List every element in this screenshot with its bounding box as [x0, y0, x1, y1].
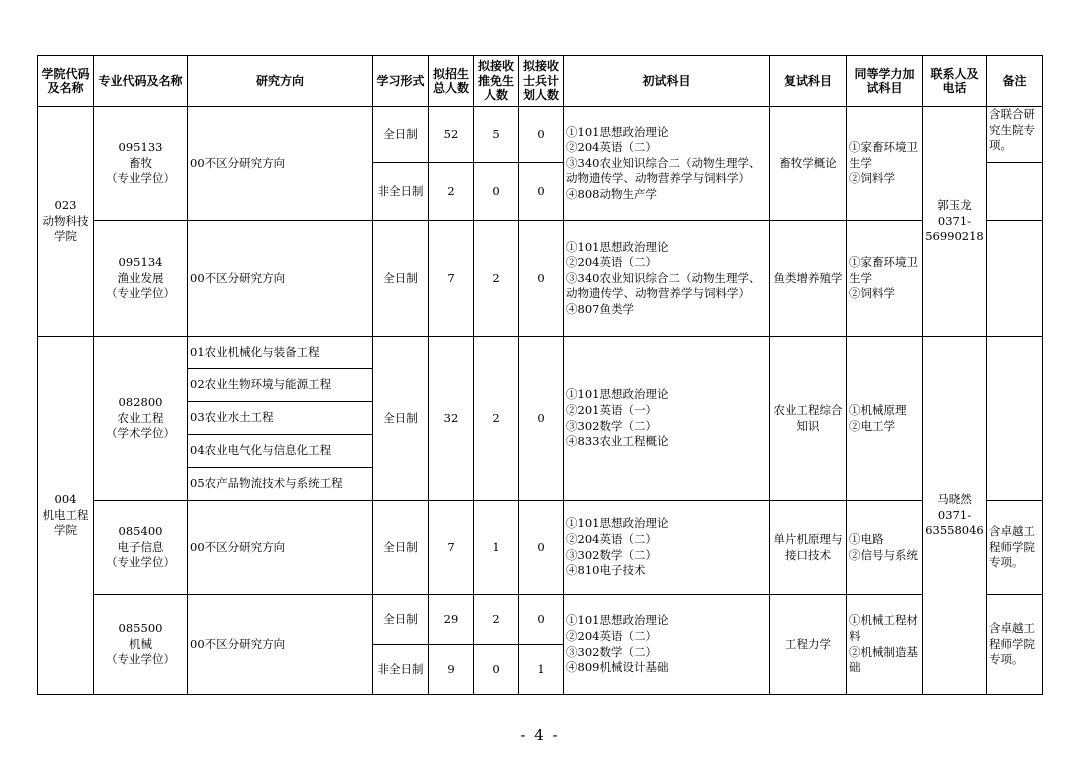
exempt-cell: 2: [474, 595, 519, 645]
total-cell: 32: [429, 337, 474, 501]
mode-cell: 非全日制: [373, 645, 429, 695]
total-cell: 9: [429, 645, 474, 695]
direction-cell: 00不区分研究方向: [188, 107, 373, 221]
initial-subjects: ①101思想政治理论 ②204英语（二） ③340农业知识综合二（动物生理学、动物遗传学、动物营养学与饲料学） ④808动物生产学: [564, 107, 770, 221]
page-number: - 4 -: [520, 726, 560, 744]
extra-subjects: ①家畜环境卫生学 ②饲料学: [847, 107, 923, 221]
extra-subjects: ①机械工程材料 ②机械制造基础: [847, 595, 923, 695]
exempt-cell: 0: [474, 645, 519, 695]
major-name: 085400 电子信息 （专业学位）: [94, 501, 188, 595]
direction-cell: 05农产品物流技术与系统工程: [188, 468, 373, 501]
header-total: 拟招生总人数: [429, 56, 474, 107]
retest-subject: 鱼类增养殖学: [770, 221, 847, 337]
mode-cell: 全日制: [373, 501, 429, 595]
soldier-cell: 0: [519, 337, 564, 501]
direction-cell: 00不区分研究方向: [188, 221, 373, 337]
major-name: 095133 畜牧 （专业学位）: [94, 107, 188, 221]
direction-cell: 00不区分研究方向: [188, 501, 373, 595]
direction-cell: 03农业水土工程: [188, 402, 373, 435]
mode-cell: 全日制: [373, 595, 429, 645]
direction-cell: 01农业机械化与装备工程: [188, 337, 373, 369]
header-mode: 学习形式: [373, 56, 429, 107]
note-cell: 含卓越工程师学院专项。: [987, 501, 1043, 595]
total-cell: 7: [429, 221, 474, 337]
note-cell-empty: [987, 221, 1043, 337]
contact-cell: 马晓然 0371- 63558046: [923, 337, 987, 695]
table-row: [38, 595, 1043, 645]
exempt-cell: 1: [474, 501, 519, 595]
header-soldier: 拟接收士兵计划人数: [519, 56, 564, 107]
retest-subject: 畜牧学概论: [770, 107, 847, 221]
exempt-cell: 2: [474, 337, 519, 501]
header-initial: 初试科目: [564, 56, 770, 107]
direction-cell: 04农业电气化与信息化工程: [188, 435, 373, 468]
header-college: 学院代码及名称: [38, 56, 94, 107]
header-note: 备注: [987, 56, 1043, 107]
soldier-cell: 0: [519, 501, 564, 595]
table-row: [38, 107, 1043, 163]
table-row: [38, 501, 1043, 595]
note-cell: 含联合研究生院专项。: [987, 107, 1043, 163]
table-row: [38, 337, 1043, 369]
total-cell: 52: [429, 107, 474, 163]
initial-subjects: ①101思想政治理论 ②201英语（一） ③302数学（二） ④833农业工程概论: [564, 337, 770, 501]
total-cell: 7: [429, 501, 474, 595]
soldier-cell: 0: [519, 595, 564, 645]
direction-cell: 00不区分研究方向: [188, 595, 373, 695]
retest-subject: 单片机原理与接口技术: [770, 501, 847, 595]
table-row: [38, 221, 1043, 337]
mode-cell: 全日制: [373, 107, 429, 163]
mode-cell: 全日制: [373, 337, 429, 501]
initial-subjects: ①101思想政治理论 ②204英语（二） ③302数学（二） ④809机械设计基础: [564, 595, 770, 695]
header-retest: 复试科目: [770, 56, 847, 107]
major-name: 095134 渔业发展 （专业学位）: [94, 221, 188, 337]
exempt-cell: 2: [474, 221, 519, 337]
exempt-cell: 5: [474, 107, 519, 163]
mode-cell: 全日制: [373, 221, 429, 337]
retest-subject: 工程力学: [770, 595, 847, 695]
total-cell: 29: [429, 595, 474, 645]
initial-subjects: ①101思想政治理论 ②204英语（二） ③302数学（二） ④810电子技术: [564, 501, 770, 595]
major-name: 085500 机械 （专业学位）: [94, 595, 188, 695]
header-row: [38, 56, 1043, 107]
soldier-cell: 0: [519, 221, 564, 337]
initial-subjects: ①101思想政治理论 ②204英语（二） ③340农业知识综合二（动物生理学、动物遗传学、动物营养学与饲料学） ④807鱼类学: [564, 221, 770, 337]
exempt-cell: 0: [474, 163, 519, 221]
note-cell: 含卓越工程师学院专项。: [987, 595, 1043, 695]
note-cell-empty: [987, 337, 1043, 501]
extra-subjects: ①电路 ②信号与系统: [847, 501, 923, 595]
admissions-table: [37, 55, 1043, 695]
college-name: 004 机电工程 学院: [38, 337, 94, 695]
direction-cell: 02农业生物环境与能源工程: [188, 369, 373, 402]
college-name: 023 动物科技 学院: [38, 107, 94, 337]
soldier-cell: 1: [519, 645, 564, 695]
contact-cell: 郭玉龙 0371- 56990218: [923, 107, 987, 337]
note-cell-empty: [987, 163, 1043, 221]
soldier-cell: 0: [519, 107, 564, 163]
header-major: 专业代码及名称: [94, 56, 188, 107]
retest-subject: 农业工程综合知识: [770, 337, 847, 501]
header-extra: 同等学力加试科目: [847, 56, 923, 107]
header-exempt: 拟接收推免生人数: [474, 56, 519, 107]
soldier-cell: 0: [519, 163, 564, 221]
header-contact: 联系人及电话: [923, 56, 987, 107]
total-cell: 2: [429, 163, 474, 221]
header-direction: 研究方向: [188, 56, 373, 107]
mode-cell: 非全日制: [373, 163, 429, 221]
extra-subjects: ①机械原理 ②电工学: [847, 337, 923, 501]
extra-subjects: ①家畜环境卫生学 ②饲料学: [847, 221, 923, 337]
major-name: 082800 农业工程 （学术学位）: [94, 337, 188, 501]
